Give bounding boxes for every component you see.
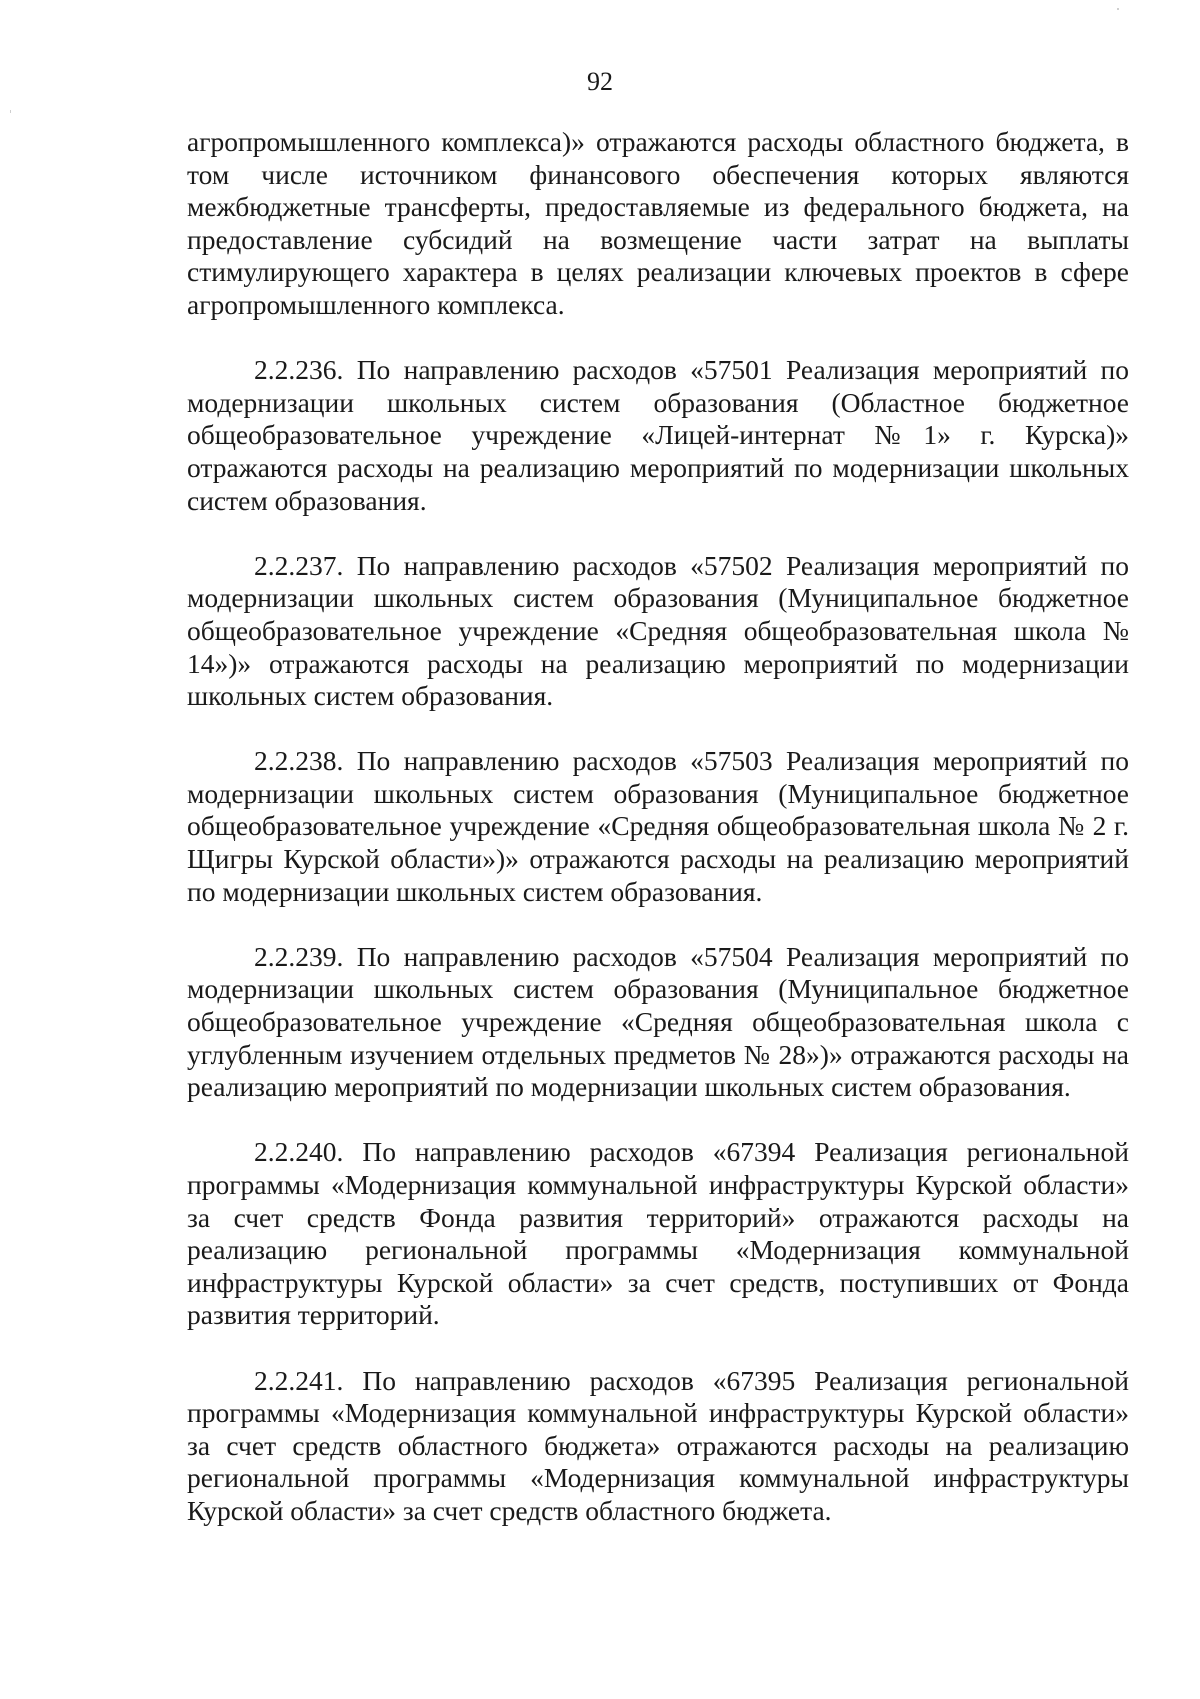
paragraph-continuation: агропромышленного комплекса)» отражаются расходы областного бюджета, в том числе источником финансового обеспечения которых являются межбюджетные трансферты, предоставляемые из федерального бюджета, на предоставление субсидий на возмещение части затрат на выплаты стимулирующего характера в целях реализации ключевых проектов в сфере агропромышленного комплекса. — [187, 126, 1129, 320]
paragraph-2-2-236: 2.2.236. По направлению расходов «57501 Реализация мероприятий по модернизации школьных систем образования (Областное бюджетное общеобразовательное учреждение «Лицей-интернат №1» г. Курска)» отражаются расходы на реализацию мероприятий по модернизации школьных систем образования. — [187, 354, 1129, 516]
paragraph-2-2-237: 2.2.237. По направлению расходов «57502 Реализация мероприятий по модернизации школьных систем образования (Муниципальное бюджетное общеобразовательное учреждение «Средняя общеобразовательная школа № 14»)» отражаются расходы на реализацию мероприятий по модернизации школьных систем образования. — [187, 549, 1129, 712]
scan-speck — [10, 110, 11, 113]
paragraph-2-2-241: 2.2.241. По направлению расходов «67395 Реализация региональной программы «Модернизация коммунальной инфраструктуры Курской области» за счет средств областного бюджета» отражаются расходы на реализацию региональной программы «Модернизация коммунальной инфраструктуры Курской области» за счет средств областного бюджета. — [187, 1364, 1129, 1526]
paragraph-2-2-238: 2.2.238. По направлению расходов «57503 Реализация мероприятий по модернизации школьных систем образования (Муниципальное бюджетное общеобразовательное учреждение «Средняя общеобразовательная школа № 2 г. Щигры Курской области»)» отражаются расходы на реализацию мероприятий по модернизации школьных систем образования. — [187, 745, 1129, 907]
paragraph-2-2-240: 2.2.240. По направлению расходов «67394 Реализация региональной программы «Модернизация коммунальной инфраструктуры Курской области» за счет средств Фонда развития территорий» отражаются расходы на реализацию региональной программы «Модернизация коммунальной инфраструктуры Курской области» за счет средств, поступивших от Фонда развития территорий. — [187, 1136, 1129, 1331]
page-number: 92 — [587, 67, 613, 96]
paragraph-2-2-239: 2.2.239. По направлению расходов «57504 Реализация мероприятий по модернизации школьных систем образования (Муниципальное бюджетное общеобразовательное учреждение «Средняя общеобразовательная школа с углубленным изучением отдельных предметов № 28»)» отражаются расходы на реализацию мероприятий по модернизации школьных систем образования. — [187, 940, 1129, 1103]
document-body — [187, 126, 1129, 1560]
scan-speck — [1117, 8, 1119, 10]
